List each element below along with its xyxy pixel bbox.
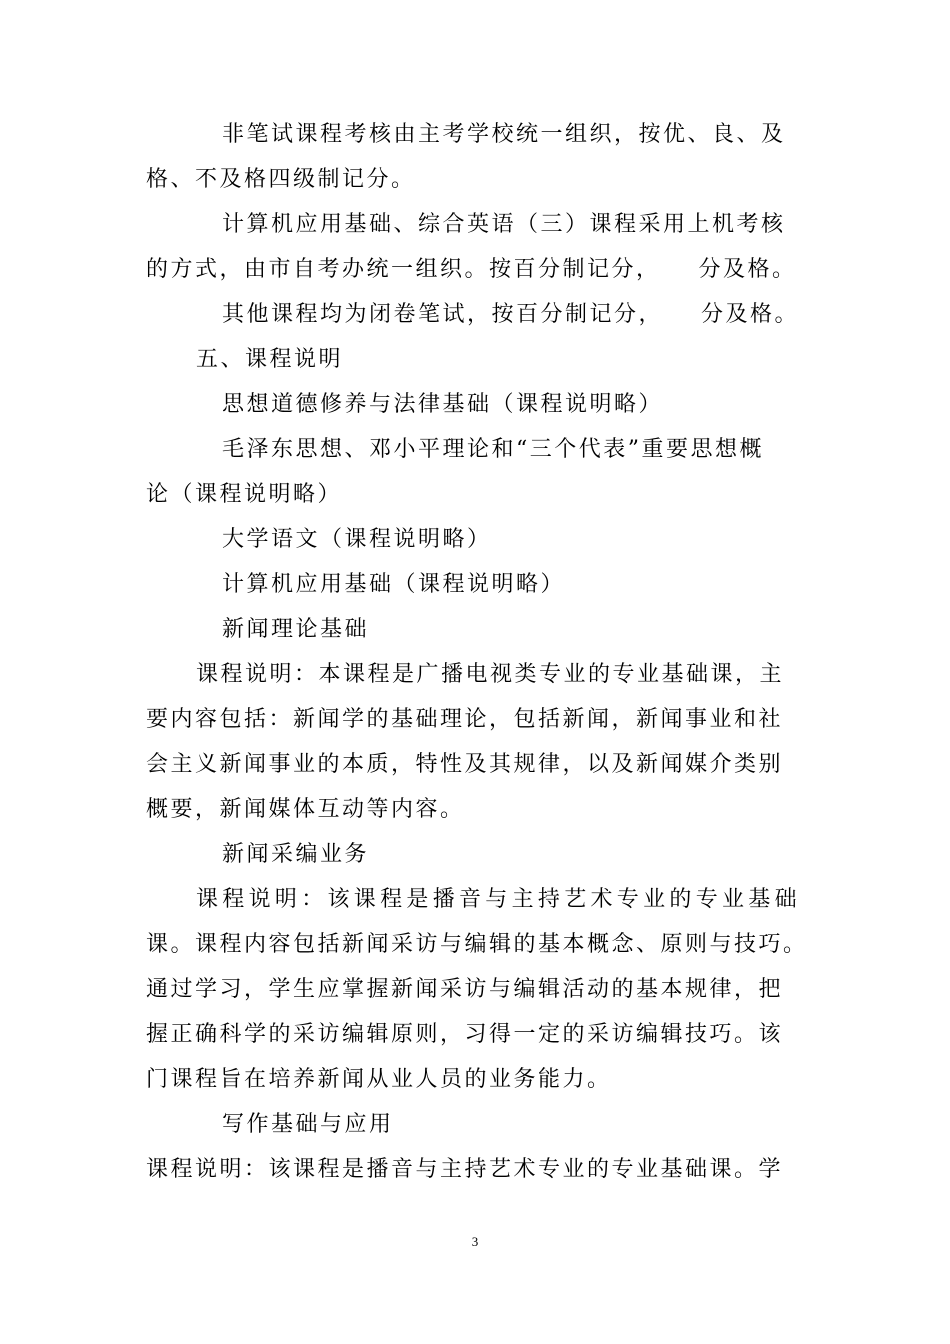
text-line: 门课程旨在培养新闻从业人员的业务能力。: [146, 1067, 612, 1092]
course-title: 新闻采编业务: [222, 842, 370, 867]
text-line: 计算机应用基础、综合英语（三）课程采用上机考核: [222, 212, 786, 237]
text-line: 的方式，由市自考办统一组织。按百分制记分， 分及格。: [146, 257, 797, 282]
course-title: 大学语文（课程说明略）: [222, 527, 492, 552]
course-title: 毛泽东思想、邓小平理论和“三个代表”重要思想概: [222, 437, 764, 462]
text-line: 其他课程均为闭卷笔试，按百分制记分， 分及格。: [222, 302, 800, 327]
course-title: 新闻理论基础: [222, 617, 370, 642]
text-line: 概要，新闻媒体互动等内容。: [146, 797, 465, 822]
text-line: 课程说明：本课程是广播电视类专业的专业基础课，主: [196, 662, 785, 687]
text-line: 课程说明：该课程是播音与主持艺术专业的专业基础课。学: [146, 1157, 784, 1182]
section-heading: 五、课程说明: [196, 347, 344, 372]
course-title: 思想道德修养与法律基础（课程说明略）: [222, 392, 664, 417]
text-line: 课。课程内容包括新闻采访与编辑的基本概念、原则与技巧。: [146, 932, 808, 957]
course-title: 计算机应用基础（课程说明略）: [222, 572, 566, 597]
text-line: 握正确科学的采访编辑原则，习得一定的采访编辑技巧。该: [146, 1022, 784, 1047]
course-title: 写作基础与应用: [222, 1112, 394, 1137]
text-line: 要内容包括：新闻学的基础理论，包括新闻，新闻事业和社: [146, 707, 784, 732]
text-line: 非笔试课程考核由主考学校统一组织，按优、良、及: [222, 122, 786, 147]
text-line: 课程说明：该课程是播音与主持艺术专业的专业基础: [196, 887, 801, 912]
text-line: 会主义新闻事业的本质，特性及其规律，以及新闻媒介类别: [146, 752, 784, 777]
page-number: 3: [471, 1234, 479, 1249]
text-line: 通过学习，学生应掌握新闻采访与编辑活动的基本规律，把: [146, 977, 784, 1002]
text-line: 格、不及格四级制记分。: [146, 167, 416, 192]
text-line: 论（课程说明略）: [146, 482, 343, 507]
